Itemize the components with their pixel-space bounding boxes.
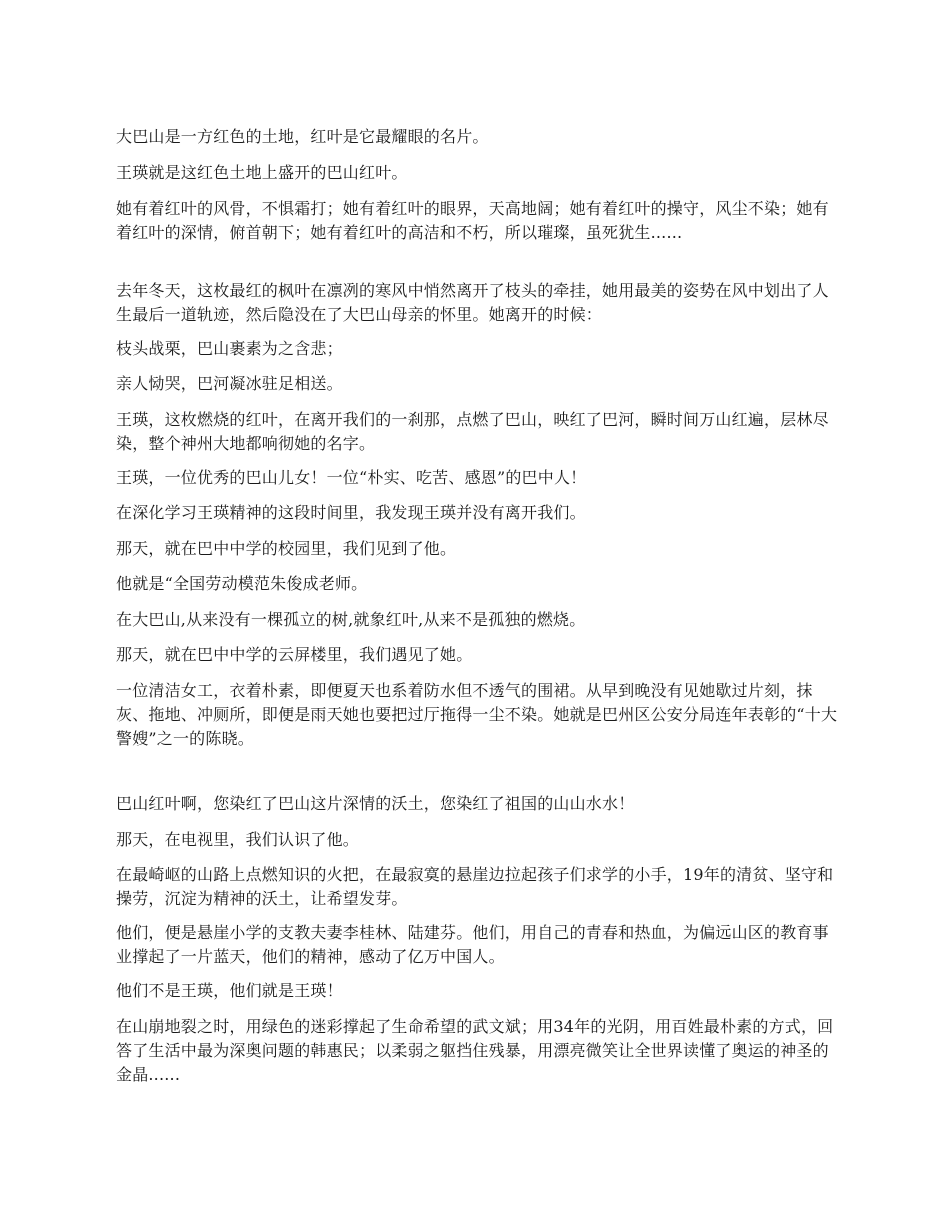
paragraph: 大巴山是一方红色的土地，红叶是它最耀眼的名片。 — [116, 127, 489, 146]
paragraph: 王瑛就是这红色土地上盛开的巴山红叶。 — [116, 163, 408, 182]
paragraph: 那天，就在巴中中学的校园里，我们见到了他。 — [116, 539, 457, 558]
paragraph: 去年冬天，这枚最红的枫叶在凛冽的寒风中悄然离开了枝头的牵挂，她用最美的姿势在风中划出了人生最后一道轨迹，然后隐没在了大巴山母亲的怀里。她离开的时候： — [116, 281, 829, 324]
paragraph: 她有着红叶的风骨，不惧霜打；她有着红叶的眼界，天高地阔；她有着红叶的操守，风尘不染；她有着红叶的深情，俯首朝下；她有着红叶的高洁和不朽，所以璀璨，虽死犹生...... — [116, 199, 829, 242]
paragraph: 他们不是王瑛，他们就是王瑛！ — [116, 981, 343, 1000]
paragraph: 那天，在电视里，我们认识了他。 — [116, 830, 360, 849]
paragraph: 巴山红叶啊，您染红了巴山这片深情的沃土，您染红了祖国的山山水水！ — [116, 794, 635, 813]
paragraph: 王瑛，一位优秀的巴山儿女！一位“朴实、吃苦、感恩”的巴中人！ — [116, 468, 587, 487]
paragraph: 在山崩地裂之时，用绿色的迷彩撑起了生命希望的武文斌；用34年的光阴，用百姓最朴素的方式，回答了生活中最为深奥问题的韩惠民；以柔弱之躯挡住残暴，用漂亮微笑让全世界读懂了奥运的神圣的金晶...... — [116, 1017, 834, 1084]
paragraph: 枝头战栗，巴山裹素为之含悲； — [116, 339, 343, 358]
paragraph: 王瑛，这枚燃烧的红叶，在离开我们的一刹那，点燃了巴山，映红了巴河，瞬时间万山红遍，层林尽染，整个神州大地都响彻她的名字。 — [116, 410, 829, 453]
paragraph: 一位清洁女工，衣着朴素，即便夏天也系着防水但不透气的围裙。从早到晚没有见她歇过片刻，抹灰、拖地、冲厕所，即便是雨天她也要把过厅拖得一尘不染。她就是巴州区公安分局连年表彰的“十大警嫂”之一的陈晓。 — [116, 681, 838, 748]
paragraph: 他们，便是悬崖小学的支教夫妻李桂林、陆建芬。他们，用自己的青春和热血，为偏远山区的教育事业撑起了一片蓝天，他们的精神，感动了亿万中国人。 — [116, 923, 829, 966]
paragraph: 亲人恸哭，巴河凝冰驻足相送。 — [116, 374, 343, 393]
paragraph: 在大巴山,从来没有一棵孤立的树,就象红叶,从来不是孤独的燃烧。 — [116, 610, 586, 629]
paragraph: 他就是“全国劳动模范朱俊成老师。 — [116, 574, 368, 593]
paragraph: 在深化学习王瑛精神的这段时间里，我发现王瑛并没有离开我们。 — [116, 503, 586, 522]
paragraph: 那天，就在巴中中学的云屏楼里，我们遇见了她。 — [116, 645, 473, 664]
paragraph: 在最崎岖的山路上点燃知识的火把，在最寂寞的悬崖边拉起孩子们求学的小手，19年的清贫、坚守和操劳，沉淀为精神的沃土，让希望发芽。 — [116, 865, 834, 908]
